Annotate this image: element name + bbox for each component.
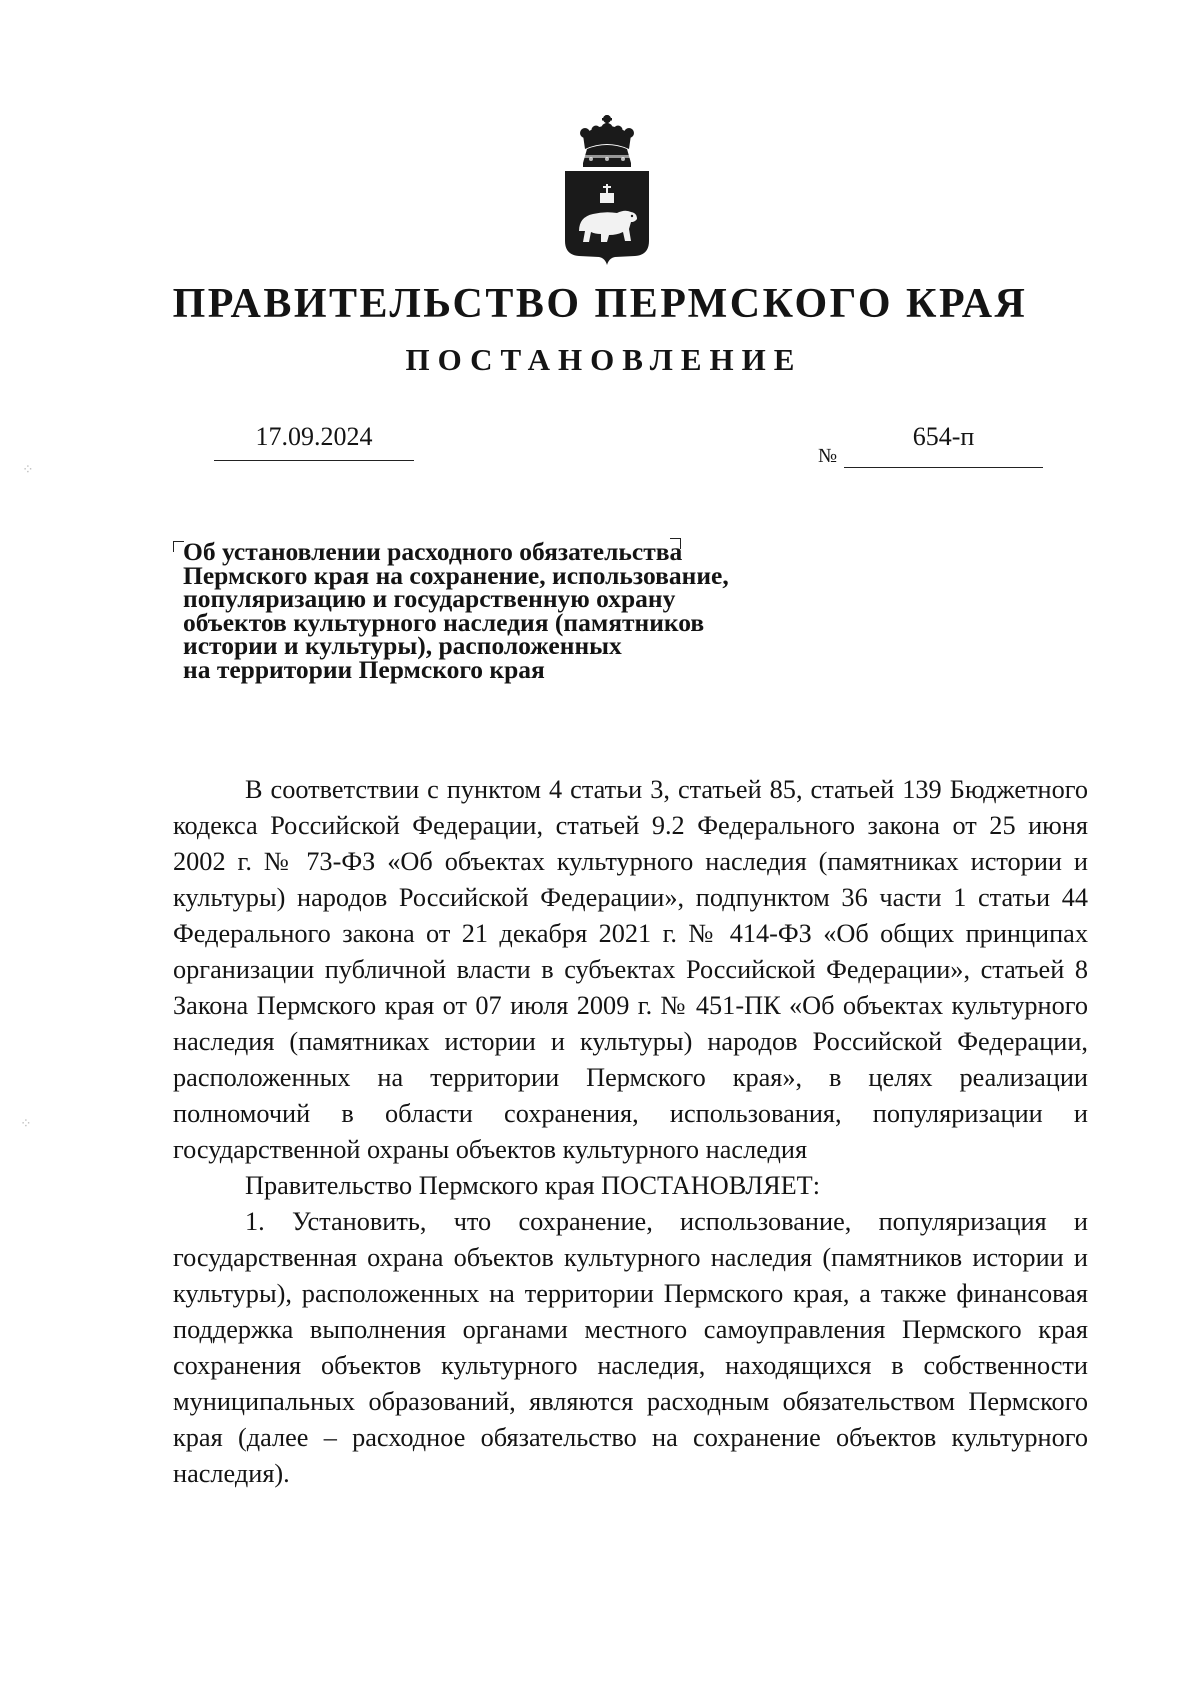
scan-speck: ⁘ [22, 463, 34, 478]
subject-line: на территории Пермского края [183, 654, 545, 684]
subject-line: Об установлении расходного обязательства [183, 537, 683, 566]
subject-line: объектов культурного наследия (памятников [183, 607, 705, 637]
document-number-field [818, 418, 1043, 468]
preamble-paragraph: В соответствии с пунктом 4 статьи 3, статьей 85, статьей 139 Бюджетного кодекса Российской Федерации, статьей 9.2 Федерального закона от 25 июня 2002 г. № 73-ФЗ «Об объектах культурного наследия (памятниках истории и культуры) народов Российской Федерации», подпунктом 36 части 1 статьи 44 Федерального закона от 21 декабря 2021 г. № 414-ФЗ «Об общих принципах организации публичной власти в субъектах Российской Федерации», статьей 8 Закона Пермского края от 07 июля 2009 г. № 451-ПК «Об объектах культурного наследия (памятниках истории и культуры) народов Российской Федерации, расположенных на территории Пермского края», в целях реализации полномочий в области сохранения, использования, популяризации и государственной охраны объектов культурного наследия [173, 775, 1088, 1164]
document-date: 17.09.2024 [214, 422, 414, 461]
item-1-paragraph: 1. Установить, что сохранение, использование, популяризация и государственная охрана объектов культурного наследия (памятников истории и культуры), расположенных на территории Пермского края, а также финансовая поддержка выполнения органами местного самоуправления Пермского края сохранения объектов культурного наследия, находящихся в собственности муниципальных образований, являются расходным обязательством Пермского края (далее – расходное обязательство на сохранение объектов культурного наследия). [173, 1207, 1088, 1488]
document-body [173, 772, 1088, 1492]
document-number: 654-п [844, 422, 1043, 468]
document-type: ПОСТАНОВЛЕНИЕ [405, 342, 803, 377]
document-subject [183, 537, 823, 684]
organization-title: ПРАВИТЕЛЬСТВО ПЕРМСКОГО КРАЯ [172, 281, 1028, 327]
resolution-paragraph: Правительство Пермского края ПОСТАНОВЛЯЕТ: [245, 1171, 821, 1200]
perm-krai-coat-of-arms-icon [563, 113, 651, 266]
subject-line: истории и культуры), расположенных [183, 631, 622, 660]
number-sign: № [818, 445, 838, 467]
subject-line: Пермского края на сохранение, использование, [183, 560, 729, 590]
subject-line: популяризацию и государственную охрану [183, 584, 676, 613]
scan-speck: ⁘ [20, 1117, 32, 1132]
